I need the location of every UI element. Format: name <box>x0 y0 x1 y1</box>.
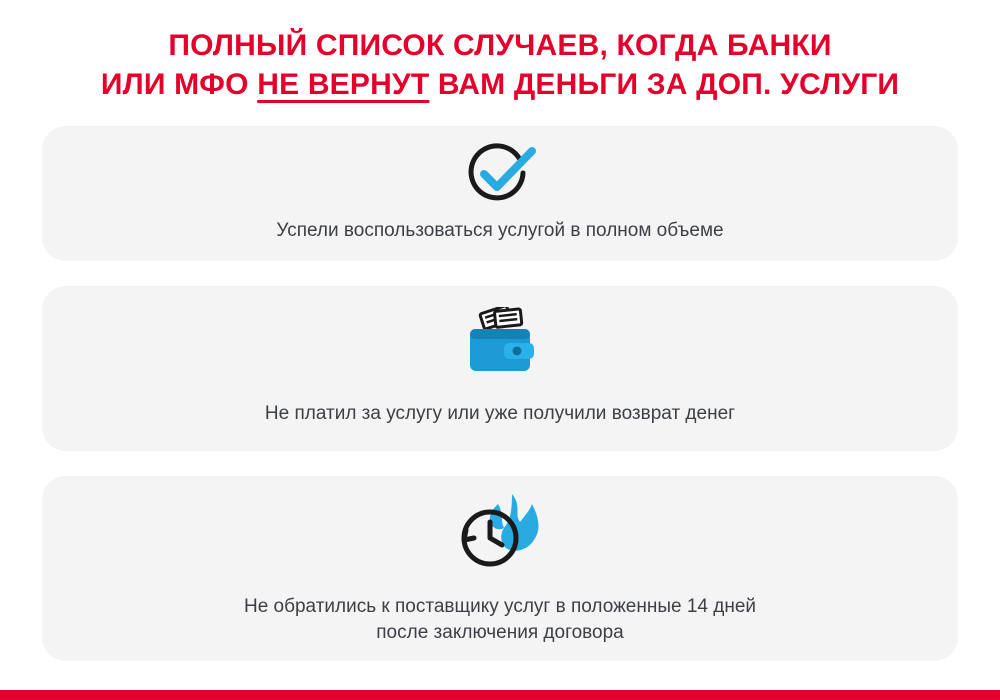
cards-list <box>42 126 958 661</box>
title-emphasis: НЕ ВЕРНУТ <box>257 68 430 101</box>
list-item-label-line-2: после заключения договора <box>376 621 624 643</box>
list-item-label: Успели воспользоваться услугой в полном объеме <box>276 219 724 241</box>
list-item <box>42 126 958 261</box>
page-title <box>20 26 980 104</box>
bottom-accent-bar <box>0 690 1000 700</box>
title-line-2 <box>20 65 980 104</box>
wallet-icon <box>460 307 540 379</box>
list-item-label: Не платил за услугу или уже получили возврат денег <box>264 402 736 424</box>
title-line-1: ПОЛНЫЙ СПИСОК СЛУЧАЕВ, КОГДА БАНКИ <box>168 29 832 62</box>
title-line-2-post: ВАМ ДЕНЬГИ ЗА ДОП. УСЛУГИ <box>429 68 900 101</box>
title-line-2-pre: ИЛИ МФО <box>100 68 258 101</box>
list-item <box>42 476 958 661</box>
clock-fire-icon <box>450 488 550 574</box>
list-item <box>42 286 958 451</box>
check-circle-icon <box>462 140 538 208</box>
list-item-label <box>244 594 756 646</box>
list-item-label-line-1: Не обратились к поставщику услуг в положенные 14 дней <box>243 595 757 617</box>
